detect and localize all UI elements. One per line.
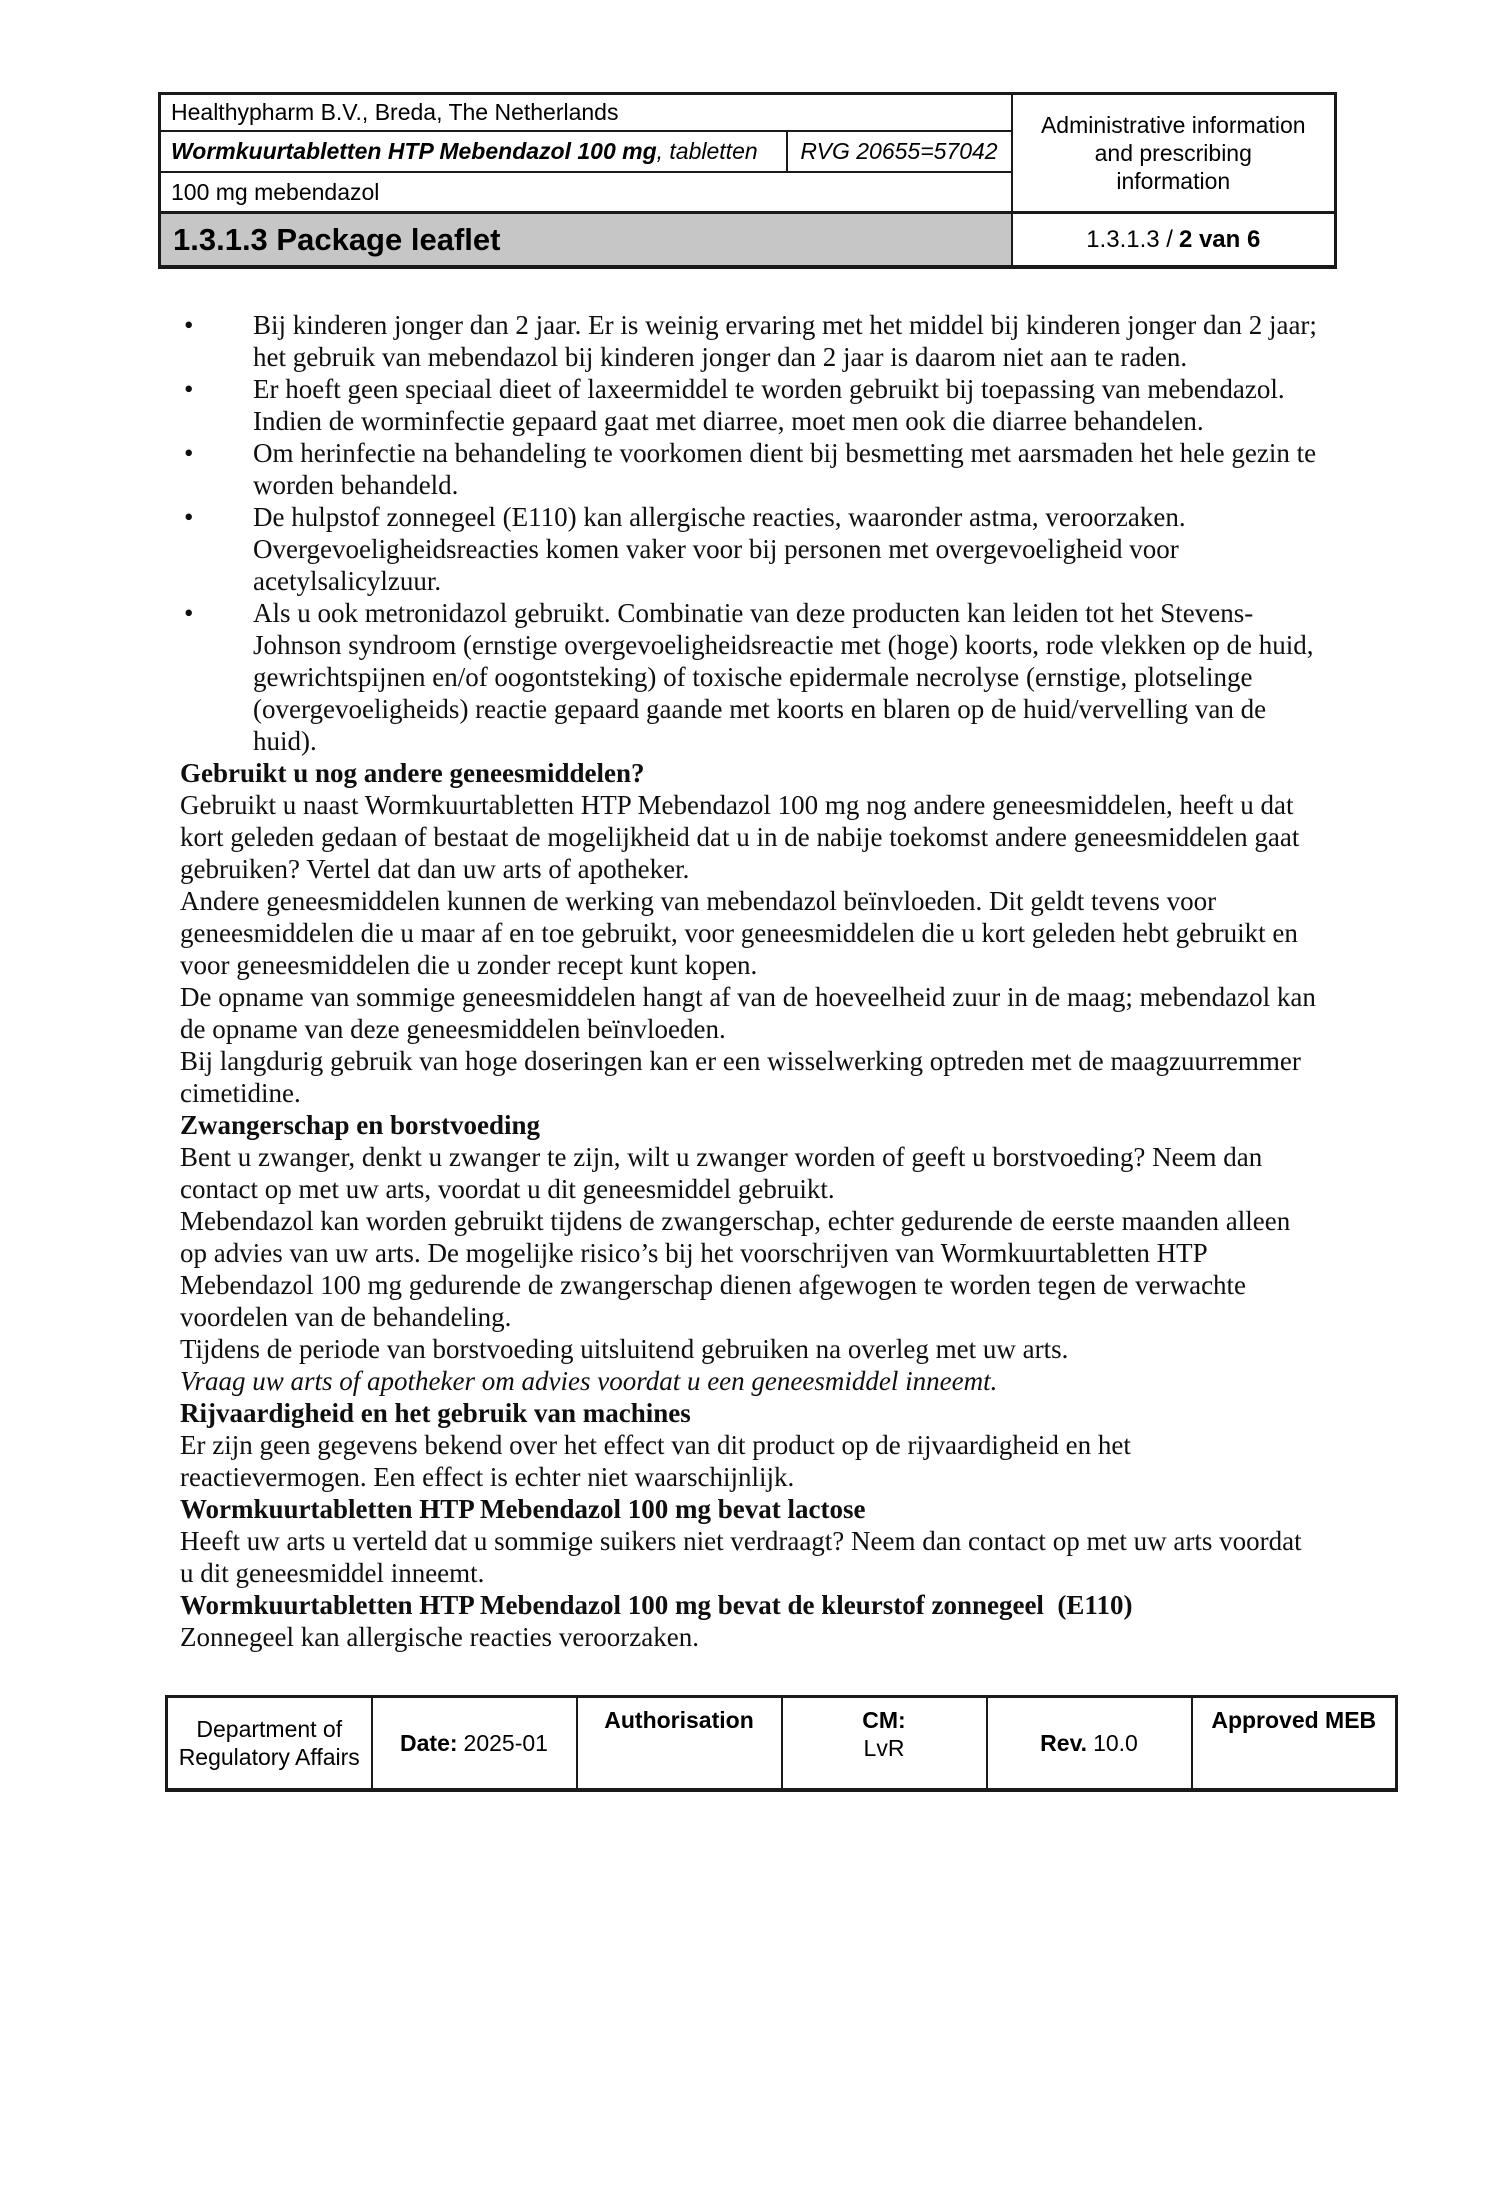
header-table	[158, 92, 1337, 269]
page-ref-page: 2 van 6	[1178, 225, 1261, 253]
page-ref-prefix: 1.3.1.3 /	[1086, 225, 1173, 253]
footer-approved: Approved MEB	[1192, 1697, 1397, 1791]
product-form: , tabletten	[656, 138, 758, 164]
footer-date-label: Date:	[400, 1730, 458, 1756]
section-heading-other-medicines: Gebruikt u nog andere geneesmiddelen?	[180, 758, 645, 788]
section-title: 1.3.1.3 Package leaflet	[160, 213, 1012, 268]
footer-authorisation: Authorisation	[577, 1697, 782, 1791]
footer-rev-label: Rev.	[1040, 1730, 1088, 1756]
bullet-item: • De hulpstof zonnegeel (E110) kan allergische reacties, waaronder astma, veroorzaken. Overgevoeligheidsreacties komen vaker voor bij personen met overgevoeligheid voor acetylsalicylzuur.	[180, 501, 1318, 597]
paragraph: Heeft uw arts u verteld dat u sommige suikers niet verdraagt? Neem dan contact op met uw arts voordat u dit geneesmiddel inneemt.	[180, 1526, 1302, 1588]
paragraph: De opname van sommige geneesmiddelen hangt af van de hoeveelheid zuur in de maag; mebendazol kan de opname van deze geneesmiddelen beïnvloeden.	[180, 982, 1316, 1044]
section-heading-pregnancy: Zwangerschap en borstvoeding	[180, 1110, 541, 1140]
strength: 100 mg mebendazol	[160, 172, 1012, 213]
section-heading-driving: Rijvaardigheid en het gebruik van machines	[180, 1398, 691, 1428]
bullet-item: • Om herinfectie na behandeling te voorkomen dient bij besmetting met aarsmaden het hele gezin te worden behandeld.	[180, 437, 1318, 501]
footer-cm-label: CM:	[862, 1707, 906, 1733]
page-reference	[1012, 213, 1336, 268]
advice-italic-line: Vraag uw arts of apotheker om advies voordat u een geneesmiddel inneemt.	[180, 1366, 998, 1396]
paragraph: Zonnegeel kan allergische reacties veroorzaken.	[180, 1622, 699, 1652]
product-name: Wormkuurtabletten HTP Mebendazol 100 mg	[171, 138, 657, 164]
paragraph: Bij langdurig gebruik van hoge doseringen kan er een wisselwerking optreden met de maagzuurremmer cimetidine.	[180, 1046, 1301, 1108]
rvg-number: RVG 20655=57042	[787, 131, 1012, 172]
footer-rev-cell	[987, 1697, 1192, 1791]
company-name: Healthypharm B.V., Breda, The Netherlands	[160, 94, 1012, 132]
paragraph: Er zijn geen gegevens bekend over het effect van dit product op de rijvaardigheid en het reactievermogen. Een effect is echter niet waarschijnlijk.	[180, 1430, 1131, 1492]
warnings-bullet-list	[180, 309, 1318, 757]
paragraph: Bent u zwanger, denkt u zwanger te zijn, wilt u zwanger worden of geeft u borstvoeding? Neem dan contact op met uw arts, voordat u dit geneesmiddel gebruikt.	[180, 1142, 1263, 1204]
footer-date-value: 2025-01	[463, 1730, 548, 1756]
admin-info-text: Administrative information and prescribing information	[1040, 112, 1306, 194]
admin-info-cell	[1012, 94, 1336, 213]
paragraph: Andere geneesmiddelen kunnen de werking van mebendazol beïnvloeden. Dit geldt tevens voor geneesmiddelen die u maar af en toe gebruikt, voor geneesmiddelen die u kort geleden hebt gebruikt en voor geneesmiddelen die u zonder recept kunt kopen.	[180, 886, 1298, 980]
leaflet-body	[180, 309, 1318, 1653]
paragraph: Mebendazol kan worden gebruikt tijdens de zwangerschap, echter gedurende de eerste maanden alleen op advies van uw arts. De mogelijke risico’s bij het voorschrijven van Wormkuurtabletten HTP Mebendazol 100 mg gedurende de zwangerschap dienen afgewogen te worden tegen de verwachte voordelen van de behandeling.	[180, 1206, 1291, 1332]
paragraph: Tijdens de periode van borstvoeding uitsluitend gebruiken na overleg met uw arts.	[180, 1334, 1069, 1364]
footer-table	[165, 1695, 1398, 1792]
product-name-cell	[160, 131, 787, 172]
footer-rev-value: 10.0	[1093, 1730, 1138, 1756]
footer-date-cell	[372, 1697, 577, 1791]
footer-cm-value: LvR	[863, 1735, 905, 1761]
footer-department: Department of Regulatory Affairs	[167, 1697, 372, 1791]
leaflet-page	[0, 92, 1494, 1792]
bullet-item: • Als u ook metronidazol gebruikt. Combinatie van deze producten kan leiden tot het Stevens-Johnson syndroom (ernstige overgevoeligheidsreactie met (hoge) koorts, rode vlekken op de huid, gewrichtspijnen en/of oogontsteking) of toxische epidermale necrolyse (ernstige, plotselinge (overgevoeligheids) reactie gepaard gaande met koorts en blaren op de huid/vervelling van de huid).	[180, 597, 1318, 757]
paragraph: Gebruikt u naast Wormkuurtabletten HTP Mebendazol 100 mg nog andere geneesmiddelen, heeft u dat kort geleden gedaan of bestaat de mogelijkheid dat u in de nabije toekomst andere geneesmiddelen gaat gebruiken? Vertel dat dan uw arts of apotheker.	[180, 790, 1300, 884]
footer-cm-cell	[782, 1697, 987, 1791]
section-heading-lactose: Wormkuurtabletten HTP Mebendazol 100 mg bevat lactose	[180, 1494, 866, 1524]
bullet-item: • Bij kinderen jonger dan 2 jaar. Er is weinig ervaring met het middel bij kinderen jonger dan 2 jaar; het gebruik van mebendazol bij kinderen jonger dan 2 jaar is daarom niet aan te raden.	[180, 309, 1318, 373]
bullet-item: • Er hoeft geen speciaal dieet of laxeermiddel te worden gebruikt bij toepassing van mebendazol. Indien de worminfectie gepaard gaat met diarree, moet men ook die diarree behandelen.	[180, 373, 1318, 437]
section-heading-colorant: Wormkuurtabletten HTP Mebendazol 100 mg bevat de kleurstof zonnegeel (E110)	[180, 1590, 1133, 1620]
